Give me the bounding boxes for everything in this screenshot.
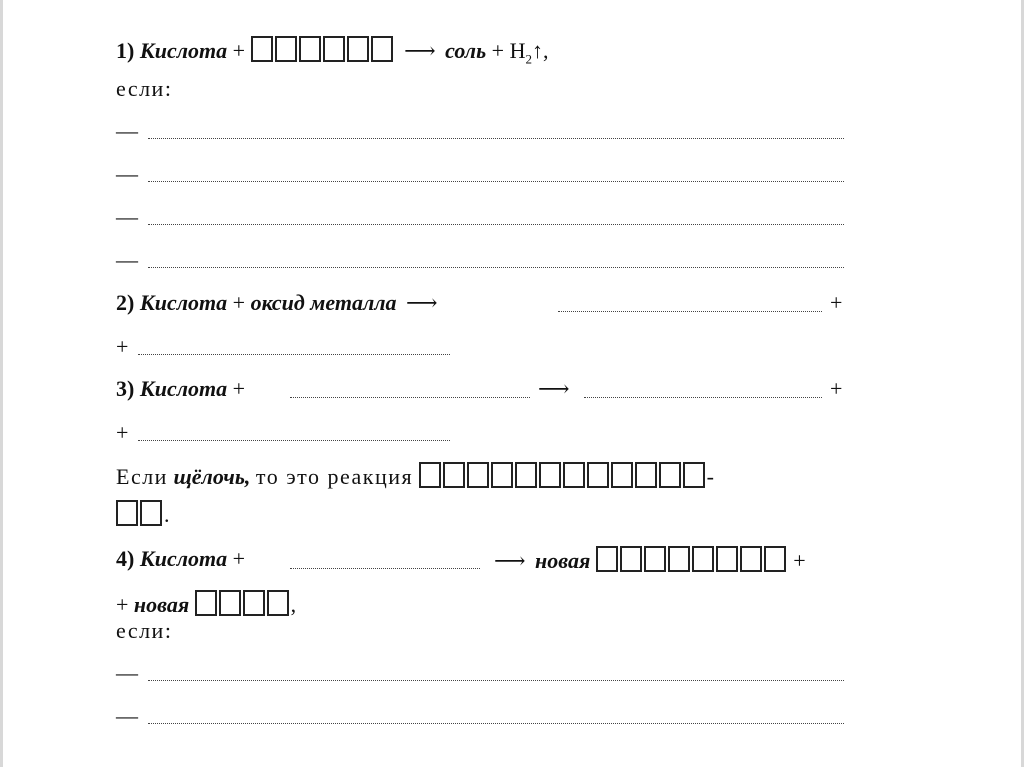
item2-plus-end: +	[830, 290, 843, 315]
letter-box[interactable]	[323, 36, 345, 62]
letter-box[interactable]	[515, 462, 537, 488]
item2-plus-start: +	[116, 334, 129, 359]
item1-h-sub: 2	[525, 51, 532, 67]
item3-hyphen: -	[706, 464, 714, 489]
answer-line-1[interactable]	[148, 138, 844, 139]
letter-box[interactable]	[740, 546, 762, 572]
letter-box[interactable]	[251, 36, 273, 62]
letter-box[interactable]	[716, 546, 738, 572]
dash-1: —	[116, 118, 138, 143]
letter-box[interactable]	[299, 36, 321, 62]
item2-equation	[116, 290, 442, 316]
letter-box[interactable]	[371, 36, 393, 62]
item4-plus-end: +	[793, 548, 806, 573]
item1-gas: ↑,	[531, 38, 549, 63]
dash-5: —	[116, 660, 138, 685]
dash-3: —	[116, 204, 138, 229]
letter-box[interactable]	[644, 546, 666, 572]
letter-box[interactable]	[668, 546, 690, 572]
letter-box[interactable]	[692, 546, 714, 572]
item4-novaya: новая	[535, 548, 591, 573]
letter-box[interactable]	[443, 462, 465, 488]
answer-line-3[interactable]	[148, 224, 844, 225]
item2-kislota: Кислота	[139, 290, 228, 315]
item2-plus: +	[232, 290, 246, 315]
item2-oxide: оксид металла	[250, 290, 397, 315]
item1-equation	[116, 36, 548, 72]
letter-box[interactable]	[635, 462, 657, 488]
letter-box[interactable]	[275, 36, 297, 62]
item3-plus-end: +	[830, 376, 843, 401]
item1-plus-2: +	[491, 38, 505, 63]
item3-period: .	[164, 502, 170, 527]
item3-product-line-2[interactable]	[138, 440, 450, 441]
letter-box[interactable]	[491, 462, 513, 488]
letter-box[interactable]	[219, 590, 241, 616]
item3-shchelochi: щёлочь,	[173, 464, 251, 489]
letter-box[interactable]	[563, 462, 585, 488]
item1-h: H	[509, 38, 526, 63]
item4-number: 4)	[116, 546, 135, 571]
letter-box[interactable]	[419, 462, 441, 488]
letter-box[interactable]	[683, 462, 705, 488]
dash-6: —	[116, 703, 138, 728]
item4-reagent-line[interactable]	[290, 568, 480, 569]
answer-line-5[interactable]	[148, 680, 844, 681]
item1-number: 1)	[116, 38, 135, 63]
letter-box[interactable]	[116, 500, 138, 526]
letter-box[interactable]	[596, 546, 618, 572]
item1-plus: +	[232, 38, 246, 63]
item4-boxes-a[interactable]	[596, 546, 788, 578]
item4-boxes-b[interactable]	[195, 590, 291, 622]
item1-arrow: ⟶	[404, 38, 436, 63]
item4-esli	[116, 618, 172, 644]
dash-2: —	[116, 161, 138, 186]
letter-box[interactable]	[539, 462, 561, 488]
item2-arrow: ⟶	[406, 290, 438, 315]
dash-4: —	[116, 247, 138, 272]
item1-esli-text: если:	[116, 76, 173, 101]
item1-sol: соль	[445, 38, 487, 63]
item1-kislota: Кислота	[139, 38, 228, 63]
letter-box[interactable]	[764, 546, 786, 572]
item3-plus-start: +	[116, 420, 129, 445]
answer-line-4[interactable]	[148, 267, 844, 268]
item4-product	[490, 546, 806, 578]
letter-box[interactable]	[243, 590, 265, 616]
item2-number: 2)	[116, 290, 135, 315]
item1-esli	[116, 76, 172, 102]
item4-novaya-2: новая	[133, 592, 190, 617]
item3-condition	[116, 462, 714, 494]
item3-reagent-line[interactable]	[290, 397, 530, 398]
item3-boxes-a[interactable]	[419, 462, 707, 494]
item4-plus: +	[232, 546, 246, 571]
item4-comma: ,	[290, 592, 297, 617]
letter-box[interactable]	[611, 462, 633, 488]
item4-esli-text: если:	[116, 618, 173, 643]
item3-kislota: Кислота	[139, 376, 228, 401]
item3-plus: +	[232, 376, 246, 401]
item4-arrow: ⟶	[494, 548, 526, 573]
item3-boxes-b[interactable]	[116, 500, 164, 532]
item3-equation	[116, 376, 245, 402]
item3-condition-cont	[116, 500, 170, 532]
answer-line-2[interactable]	[148, 181, 844, 182]
item3-arrow: ⟶	[538, 376, 570, 401]
item4-equation	[116, 546, 245, 572]
letter-box[interactable]	[140, 500, 162, 526]
letter-box[interactable]	[347, 36, 369, 62]
letter-box[interactable]	[620, 546, 642, 572]
item2-product-line[interactable]	[558, 311, 822, 312]
item4-kislota: Кислота	[139, 546, 228, 571]
answer-line-6[interactable]	[148, 723, 844, 724]
letter-box[interactable]	[587, 462, 609, 488]
item3-number: 3)	[116, 376, 135, 401]
item2-product-line-2[interactable]	[138, 354, 450, 355]
left-border	[0, 0, 3, 767]
item3-product-line[interactable]	[584, 397, 822, 398]
item3-rest: то это реакция	[255, 464, 414, 489]
letter-box[interactable]	[659, 462, 681, 488]
letter-box[interactable]	[195, 590, 217, 616]
item1-boxes[interactable]	[251, 36, 395, 68]
letter-box[interactable]	[467, 462, 489, 488]
letter-box[interactable]	[267, 590, 289, 616]
item4-plus-start: +	[116, 592, 129, 617]
item3-esli: Если	[116, 464, 168, 489]
